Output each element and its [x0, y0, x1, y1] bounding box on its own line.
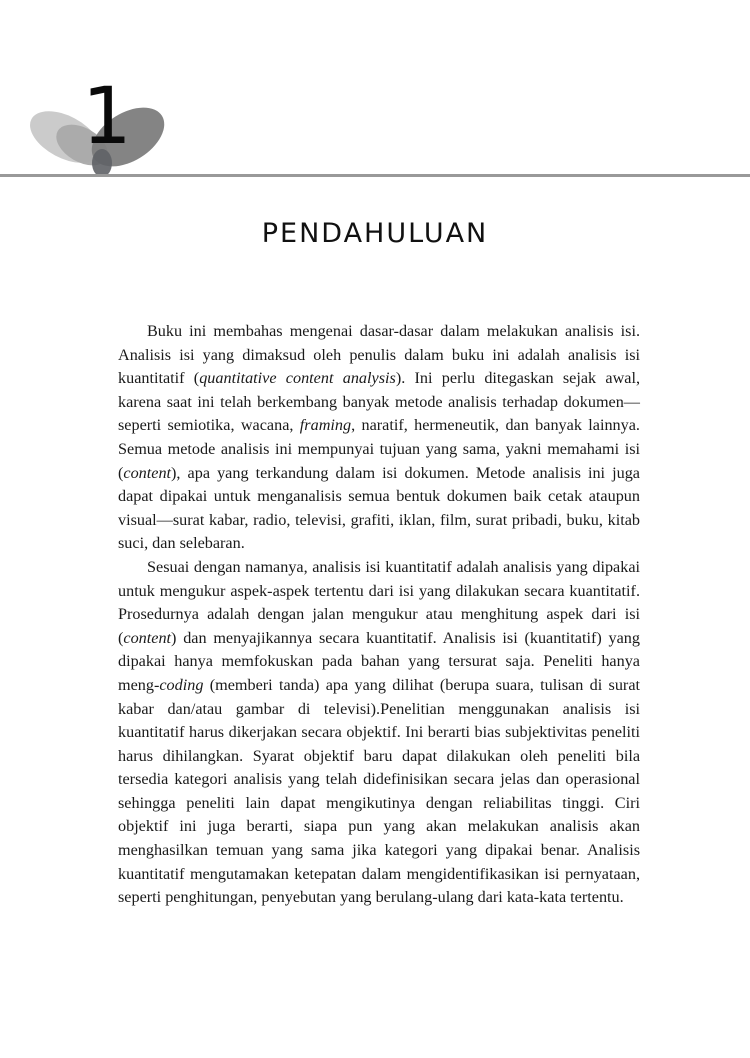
text-segment: ), apa yang terkandung dalam isi dokumen. Metode analisis ini juga dapat dipakai untuk menganalisis semua bentuk dokumen baik cetak ataupun visual—surat kabar, radio, televisi, grafiti, iklan, film, surat pribadi, buku, kitab suci, dan selebaran. [118, 463, 640, 553]
text-segment: ). Ini perlu ditegaskan sejak awal, karena saat ini telah berkembang banyak metode analisis terhadap dokumen—seperti semiotika, wacana, [118, 369, 640, 435]
chapter-number: 1 [82, 72, 130, 162]
paragraph-2 [118, 556, 640, 910]
text-segment: Sesuai dengan namanya, analisis isi kuantitatif adalah analisis yang dipakai untuk mengukur aspek-aspek tertentu dari isi yang dilakukan secara kuantitatif. Prosedurnya adalah dengan jalan mengukur atau menghitung aspek dari isi ( [118, 557, 640, 647]
text-segment: (memberi tanda) apa yang dilihat (berupa suara, tulisan di surat kabar dan/atau gambar di televisi).Penelitian menggunakan analisis isi kuantitatif harus dikerjakan secara objektif. Ini berarti bias subjektivitas peneliti harus dihilangkan. Syarat objektif baru dapat dilakukan oleh peneliti bila tersedia kategori analisis yang telah didefinisikan secara jelas dan operasional sehingga peneliti lain dapat mengikutinya dengan reliabilitas tinggi. Ciri objektif ini juga berarti, siapa pun yang akan melakukan analisis akan menghasilkan temuan yang sama jika kategori yang dipakai benar. Analisis kuantitatif mengutamakan ketepatan dalam mengidentifikasikan isi pernyataan, seperti penghitungan, penyebutan yang berulang-ulang dari kata-kata tertentu. [118, 675, 640, 907]
text-segment-italic: content [123, 463, 172, 482]
chapter-title: PENDAHULUAN [261, 218, 489, 250]
text-segment-italic: framing [299, 416, 352, 435]
chapter-divider [0, 174, 750, 177]
text-segment-italic: content [123, 628, 172, 647]
text-segment: ) dan menyajikannya secara kuantitatif. Analisis isi (kuantitatif) yang dipakai hanya memfokuskan pada bahan yang tersurat saja. Peneliti hanya meng- [118, 628, 640, 694]
text-segment: , naratif, hermeneutik, dan banyak lainnya. Semua metode analisis ini mempunyai tujuan yang sama, yakni memahami isi ( [118, 416, 640, 482]
chapter-body [118, 320, 640, 910]
text-segment: Buku ini membahas mengenai dasar-dasar dalam melakukan analisis isi. Analisis isi yang dimaksud oleh penulis dalam buku ini adalah analisis isi kuantitatif ( [118, 322, 640, 388]
text-segment-italic: coding [159, 675, 204, 694]
paragraph-1 [118, 320, 640, 556]
text-segment-italic: quantitative content analysis [199, 369, 396, 388]
